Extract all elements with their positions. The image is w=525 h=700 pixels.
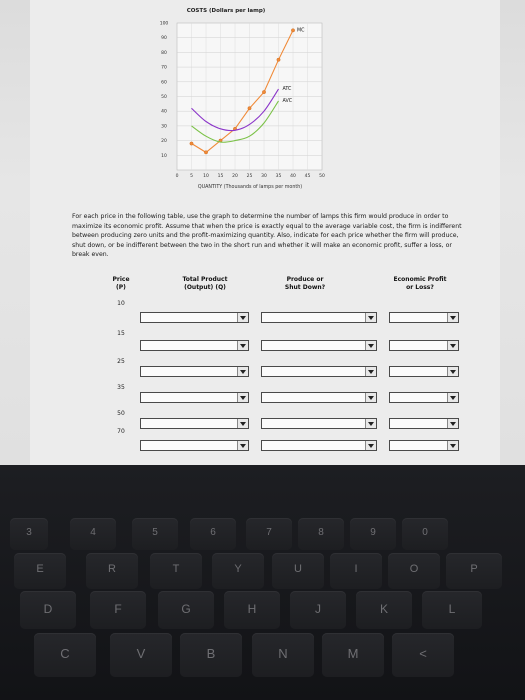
profit-select[interactable]: [389, 366, 459, 377]
key-7[interactable]: [246, 518, 292, 550]
mc-point: [190, 142, 193, 145]
key-label: C: [60, 646, 70, 661]
key-j[interactable]: [290, 591, 346, 629]
profit-select[interactable]: [389, 340, 459, 351]
graph-title: COSTS (Dollars per lamp): [186, 8, 266, 14]
key-m[interactable]: [322, 633, 384, 677]
key-label: O: [409, 563, 419, 575]
y-tick-label: 40: [161, 109, 167, 115]
output-select[interactable]: [140, 418, 249, 429]
cost-curves-graph: [30, 0, 500, 200]
key-i[interactable]: [330, 553, 382, 589]
key-o[interactable]: [388, 553, 440, 589]
key-c[interactable]: [34, 633, 96, 677]
key-label: J: [315, 602, 321, 616]
col-header-output-line2: (Output) (Q): [184, 284, 226, 291]
y-tick-label: 70: [161, 65, 167, 71]
key-e[interactable]: [14, 553, 66, 589]
key-d[interactable]: [20, 591, 76, 629]
col-header-produce: [265, 276, 345, 292]
key-label: V: [136, 646, 146, 661]
key-label: U: [294, 563, 302, 575]
col-header-price-line2: (P): [116, 284, 126, 291]
key-label: F: [114, 602, 122, 616]
key-label: 8: [318, 527, 324, 538]
col-header-profit-line1: Economic Profit: [393, 276, 447, 283]
homework-page: [30, 0, 500, 465]
y-tick-label: 30: [161, 124, 167, 130]
y-tick-label: 60: [161, 80, 167, 86]
key-v[interactable]: [110, 633, 172, 677]
output-select[interactable]: [140, 366, 249, 377]
key-label: 0: [422, 527, 428, 538]
x-tick-label: 10: [203, 174, 209, 179]
chevron-down-icon: [447, 419, 458, 428]
y-tick-label: 90: [161, 36, 167, 42]
key-label: I: [354, 563, 358, 575]
x-tick-label: 0: [175, 174, 179, 179]
key-label: M: [347, 646, 359, 661]
key-y[interactable]: [212, 553, 264, 589]
key-t[interactable]: [150, 553, 202, 589]
key-label: 4: [90, 527, 96, 538]
output-select[interactable]: [140, 392, 249, 403]
key-label: K: [379, 602, 388, 616]
atc-label: ATC: [282, 87, 292, 93]
price-cell: 15: [117, 330, 125, 337]
key-label: P: [470, 563, 478, 575]
price-cell: 70: [117, 428, 125, 435]
y-tick-label: 100: [159, 21, 169, 27]
chevron-down-icon: [447, 393, 458, 402]
key-label: 6: [210, 527, 216, 538]
price-cell: 50: [117, 410, 125, 417]
output-select[interactable]: [140, 340, 249, 351]
key-0[interactable]: [402, 518, 448, 550]
output-select[interactable]: [140, 440, 249, 451]
key-label: T: [172, 563, 180, 575]
chevron-down-icon: [365, 393, 376, 402]
produce-select[interactable]: [261, 418, 377, 429]
x-tick-label: 40: [290, 174, 296, 179]
key-label: L: [448, 602, 456, 616]
y-tick-label: 50: [161, 95, 167, 100]
key-label: D: [43, 602, 53, 616]
key-r[interactable]: [86, 553, 138, 589]
key-k[interactable]: [356, 591, 412, 629]
x-tick-label: 15: [217, 174, 224, 179]
x-axis-label: QUANTITY (Thousands of lamps per month): [197, 185, 303, 190]
chevron-down-icon: [237, 367, 248, 376]
x-tick-label: 20: [232, 174, 238, 179]
key-8[interactable]: [298, 518, 344, 550]
price-cell: 10: [117, 300, 125, 307]
key-6[interactable]: [190, 518, 236, 550]
avc-label: AVC: [282, 98, 293, 104]
key-h[interactable]: [224, 591, 280, 629]
chevron-down-icon: [365, 367, 376, 376]
key-label: 5: [152, 527, 158, 538]
col-header-profit-line2: or Loss?: [406, 284, 434, 291]
key-label: G: [181, 602, 191, 616]
col-header-output-line1: Total Product: [182, 276, 228, 283]
produce-select[interactable]: [261, 366, 377, 377]
key-5[interactable]: [132, 518, 178, 550]
key-p[interactable]: [446, 553, 502, 589]
y-tick-label: 20: [161, 139, 167, 145]
x-tick-label: 35: [275, 174, 282, 179]
chevron-down-icon: [365, 313, 376, 322]
key-n[interactable]: [252, 633, 314, 677]
col-header-price-line1: Price: [112, 276, 130, 283]
mc-point: [248, 107, 251, 110]
question-prompt: For each price in the following table, use the graph to determine the number of lamps this firm would produce in order to maximize its economic profit. Assume that when the price is exactly equal to the average variable cost, the firm is indifferent between producing zero units and the profit-maximizing quantity. Also, indicate for each price whether the firm will produce, shut down, or be indifferent between the two in the short run and whether it will make an economic profit, suffer a loss, or break even.: [72, 213, 462, 259]
key-label: N: [278, 646, 288, 661]
chevron-down-icon: [447, 313, 458, 322]
mc-point: [291, 29, 294, 32]
price-cell: 25: [117, 358, 125, 365]
x-tick-label: 50: [319, 174, 325, 179]
chevron-down-icon: [365, 419, 376, 428]
col-header-output: [165, 276, 245, 292]
key-u[interactable]: [272, 553, 324, 589]
produce-select[interactable]: [261, 392, 377, 403]
key-label: H: [247, 602, 257, 616]
profit-select[interactable]: [389, 418, 459, 429]
produce-select[interactable]: [261, 312, 377, 323]
key-label: R: [108, 563, 116, 575]
chevron-down-icon: [237, 393, 248, 402]
col-header-produce-line1: Produce or: [286, 276, 324, 283]
y-tick-label: 10: [161, 153, 167, 159]
chevron-down-icon: [237, 419, 248, 428]
key-3[interactable]: [10, 518, 48, 550]
mc-label: MC: [297, 28, 305, 34]
key-comma[interactable]: [392, 633, 454, 677]
key-label: 7: [266, 527, 272, 538]
chevron-down-icon: [365, 341, 376, 350]
chevron-down-icon: [447, 441, 458, 450]
profit-select[interactable]: [389, 440, 459, 451]
key-l[interactable]: [422, 591, 482, 629]
col-header-price: [102, 276, 140, 292]
mc-point: [262, 90, 265, 93]
key-label: 3: [26, 527, 32, 538]
chevron-down-icon: [237, 441, 248, 450]
key-label: Y: [234, 563, 242, 575]
profit-select[interactable]: [389, 312, 459, 323]
key-9[interactable]: [350, 518, 396, 550]
output-select[interactable]: [140, 312, 249, 323]
mc-point: [277, 58, 280, 61]
y-ticks: [160, 21, 169, 159]
key-label: B: [206, 646, 216, 661]
chevron-down-icon: [447, 341, 458, 350]
key-b[interactable]: [180, 633, 242, 677]
price-cell: 35: [117, 384, 125, 391]
produce-select[interactable]: [261, 440, 377, 451]
chevron-down-icon: [365, 441, 376, 450]
x-tick-label: 5: [190, 174, 193, 179]
col-header-profit: [380, 276, 460, 292]
chevron-down-icon: [447, 367, 458, 376]
key-label: <: [419, 646, 427, 661]
col-header-produce-line2: Shut Down?: [284, 284, 326, 291]
key-f[interactable]: [90, 591, 146, 629]
key-label: 9: [370, 527, 376, 538]
laptop-keyboard: [0, 465, 525, 700]
key-4[interactable]: [70, 518, 116, 550]
produce-select[interactable]: [261, 340, 377, 351]
x-tick-label: 25: [246, 174, 253, 179]
x-tick-label: 30: [261, 174, 267, 179]
x-tick-label: 45: [304, 174, 311, 179]
chevron-down-icon: [237, 313, 248, 322]
y-tick-label: 80: [161, 50, 167, 56]
key-label: E: [36, 563, 44, 575]
x-ticks: [176, 173, 325, 179]
mc-point: [204, 151, 207, 154]
profit-select[interactable]: [389, 392, 459, 403]
chevron-down-icon: [237, 341, 248, 350]
key-g[interactable]: [158, 591, 214, 629]
